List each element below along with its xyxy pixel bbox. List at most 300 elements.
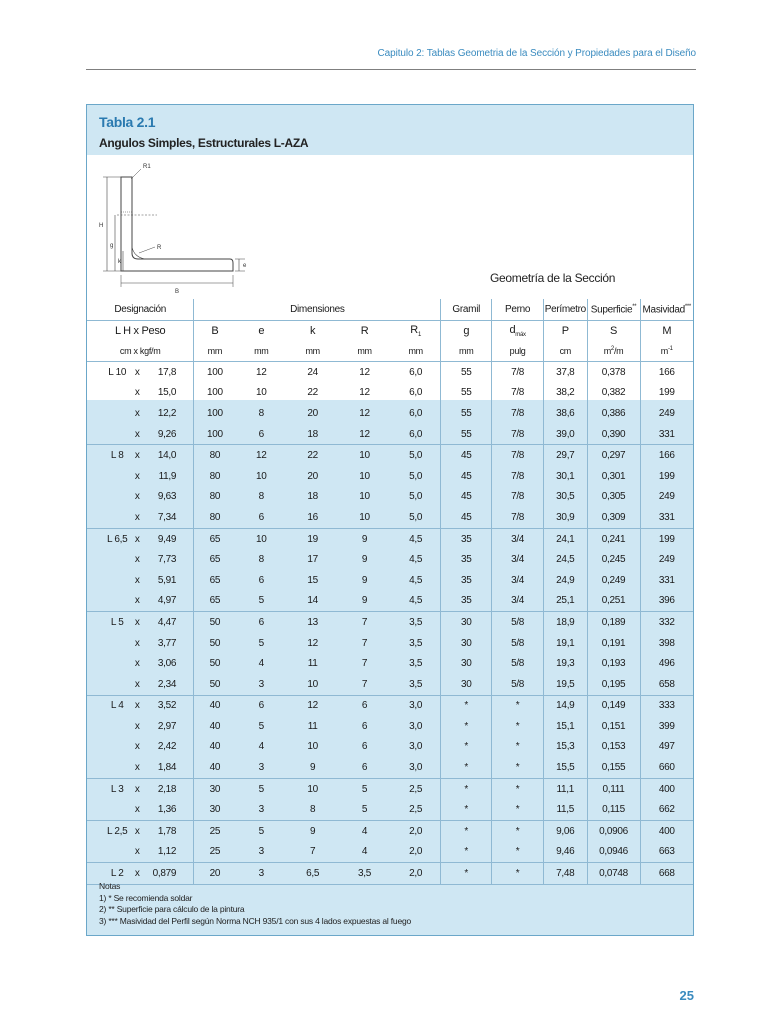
cell-d: 7/8 — [492, 403, 544, 424]
cell-designacion: x 2,42 — [87, 737, 194, 758]
cell-p: 29,7 — [544, 445, 588, 466]
cell-d: 7/8 — [492, 445, 544, 466]
cell-k: 12 — [307, 637, 318, 649]
cell-p: 7,48 — [544, 863, 588, 885]
cell-d: 5/8 — [492, 674, 544, 695]
cell-designacion: x 1,12 — [87, 842, 194, 863]
cell-r: 7 — [338, 674, 391, 695]
cell-k: 9 — [287, 757, 338, 778]
cell-d: 7/8 — [492, 466, 544, 487]
cell-d: 3/4 — [492, 591, 544, 612]
cell-b: 40 — [209, 741, 221, 753]
cell-g: * — [441, 799, 492, 820]
table-row — [87, 403, 693, 424]
cell-d: * — [492, 821, 544, 842]
sym-e: e — [258, 325, 265, 337]
cell-r1: 3,0 — [391, 757, 441, 778]
cell-p: 15,3 — [544, 737, 588, 758]
cell-d: 7/8 — [492, 507, 544, 528]
cell-p: 19,1 — [544, 633, 588, 654]
header-row-units — [87, 341, 693, 362]
cell-p: 38,6 — [544, 403, 588, 424]
cell-k: 6,5 — [287, 863, 338, 885]
cell-m: 249 — [658, 491, 675, 503]
table-subtitle: Angulos Simples, Estructurales L-AZA — [99, 136, 309, 150]
cell-designacion: L 3 x 2,18 — [87, 778, 194, 799]
cell-p: 9,46 — [544, 842, 588, 863]
col-superficie: Superficie** — [587, 299, 640, 321]
cell-e: 10 — [256, 387, 267, 399]
cell-g: 45 — [441, 445, 492, 466]
cell-e: 3 — [235, 842, 287, 863]
table-row — [87, 778, 693, 799]
note-1: 1) * Se recomienda soldar — [99, 892, 193, 903]
table-panel — [86, 104, 694, 936]
cell-e: 5 — [258, 720, 264, 732]
cell-e: 5 — [258, 825, 264, 837]
cell-r: 6 — [338, 757, 391, 778]
cell-r1: 6,0 — [391, 403, 441, 424]
cell-r: 5 — [361, 783, 368, 795]
cell-k: 19 — [307, 533, 318, 545]
cell-k: 20 — [307, 470, 318, 482]
cell-r1: 2,0 — [391, 842, 441, 863]
table-row — [87, 362, 693, 383]
cell-e: 4 — [258, 741, 264, 753]
cell-m: 249 — [658, 554, 675, 566]
cell-k: 11 — [307, 720, 318, 732]
cell-s: 0,0946 — [587, 842, 640, 863]
unit-s: $m^2/m$ — [587, 341, 640, 362]
cell-b: 65 — [209, 574, 221, 586]
cell-r: 9 — [338, 591, 391, 612]
note-2: 2) ** Superficie para cálculo de la pintura — [99, 904, 245, 914]
cell-g: 45 — [441, 487, 492, 508]
cell-s: 0,382 — [587, 383, 640, 404]
cell-k: 15 — [307, 574, 318, 586]
cell-k: 20 — [307, 407, 318, 419]
col-masividad: Masividad*** — [640, 299, 693, 321]
table-row — [87, 633, 693, 654]
cell-d: * — [492, 863, 544, 885]
table-row — [87, 383, 693, 404]
cell-d: 7/8 — [492, 383, 544, 404]
cell-m: 496 — [658, 658, 675, 670]
cell-r: 4 — [361, 825, 368, 837]
cell-m: 166 — [658, 366, 675, 378]
cell-e: 3 — [235, 863, 287, 885]
dim-label-h: H — [99, 223, 104, 229]
cell-r: 10 — [359, 450, 370, 462]
cell-k: 14 — [287, 591, 338, 612]
cell-d: 5/8 — [492, 633, 544, 654]
cell-r: 6 — [361, 700, 368, 712]
cell-k: 24 — [307, 366, 318, 378]
cell-s: 0,309 — [587, 507, 640, 528]
table-row — [87, 674, 693, 695]
cell-d: * — [492, 757, 544, 778]
sym-r: R — [360, 325, 369, 337]
cell-designacion: x 3,77 — [87, 633, 194, 654]
cell-e: 6 — [258, 574, 264, 586]
cell-r1: 2,5 — [391, 778, 441, 799]
cell-k: 10 — [307, 783, 318, 795]
cell-b: 80 — [194, 507, 236, 528]
cell-designacion: L 2 x 0,879 — [87, 863, 194, 885]
sym-m: M — [662, 325, 672, 337]
cell-r1: 5,0 — [391, 466, 441, 487]
table-title: Tabla 2.1 — [99, 114, 156, 130]
cell-r: 12 — [359, 407, 370, 419]
cell-e: 6 — [258, 616, 264, 628]
cell-b: 20 — [194, 863, 236, 885]
cell-r: 9 — [361, 533, 368, 545]
cell-g: 55 — [441, 362, 492, 383]
unit-r: mm — [338, 341, 391, 362]
cell-r: 6 — [361, 741, 368, 753]
cell-m: 166 — [658, 450, 675, 462]
cell-p: 24,9 — [544, 570, 588, 591]
cell-s: 0,195 — [587, 674, 640, 695]
cell-r: 10 — [338, 507, 391, 528]
col-designacion: Designación — [87, 299, 194, 321]
cell-b: 65 — [209, 554, 221, 566]
cell-e: 3 — [235, 674, 287, 695]
angle-profile-shape — [121, 177, 233, 271]
cell-k: 10 — [287, 674, 338, 695]
cell-b: 100 — [206, 407, 223, 419]
cell-g: 35 — [441, 591, 492, 612]
cell-b: 50 — [194, 674, 236, 695]
cell-d: * — [492, 737, 544, 758]
cell-s: 0,249 — [587, 570, 640, 591]
cell-b: 25 — [209, 825, 221, 837]
cell-k: 8 — [287, 799, 338, 820]
cell-e: 10 — [256, 470, 267, 482]
cell-e: 8 — [258, 491, 264, 503]
cell-g: * — [441, 863, 492, 885]
cell-p: 19,3 — [544, 653, 588, 674]
unit-m: $m^{-1}$ — [640, 341, 693, 362]
page-number: 25 — [679, 988, 694, 1003]
cell-s: 0,301 — [587, 466, 640, 487]
table-row — [87, 653, 693, 674]
table-row — [87, 842, 693, 863]
cell-m: 398 — [658, 637, 675, 649]
cell-g: 35 — [441, 549, 492, 570]
cell-r1: 5,0 — [391, 487, 441, 508]
cell-g: 30 — [441, 653, 492, 674]
cell-r: 7 — [361, 616, 368, 628]
cell-m: 331 — [658, 574, 675, 586]
cell-designacion: x 9,63 — [87, 487, 194, 508]
col-dimensiones: Dimensiones — [194, 299, 441, 321]
notes — [99, 881, 411, 927]
cell-s: 0,153 — [587, 737, 640, 758]
cell-e: 3 — [235, 757, 287, 778]
cell-s: 0,191 — [587, 633, 640, 654]
cell-r1: 3,5 — [391, 653, 441, 674]
cell-g: * — [441, 716, 492, 737]
table-row — [87, 549, 693, 570]
table-row — [87, 487, 693, 508]
cell-k: 9 — [310, 825, 316, 837]
cell-designacion: x 12,2 — [87, 403, 194, 424]
cell-designacion: x 1,36 — [87, 799, 194, 820]
cell-g: * — [441, 695, 492, 716]
cell-m: 400 — [658, 783, 675, 795]
section-table — [87, 299, 693, 885]
sym-k: k — [310, 325, 316, 337]
cell-k: 18 — [307, 491, 318, 503]
cell-g: * — [441, 821, 492, 842]
cell-r1: 4,5 — [391, 570, 441, 591]
cell-s: 0,151 — [587, 716, 640, 737]
table-row — [87, 424, 693, 445]
dim-label-g: g — [110, 243, 114, 249]
unit-k: mm — [287, 341, 338, 362]
cell-s: 0,115 — [587, 799, 640, 820]
table-row — [87, 757, 693, 778]
cell-s: 0,193 — [587, 653, 640, 674]
sym-d: $d_{máx}$ — [492, 321, 544, 342]
cell-m: 199 — [658, 533, 675, 545]
cell-p: 25,1 — [544, 591, 588, 612]
cell-d: 3/4 — [492, 570, 544, 591]
header-rule — [86, 69, 696, 70]
cell-m: 497 — [658, 741, 675, 753]
cell-designacion: L 8 x 14,0 — [87, 445, 194, 466]
cell-e: 6 — [258, 700, 264, 712]
cell-g: 35 — [441, 528, 492, 549]
cell-b: 80 — [209, 470, 221, 482]
cell-s: 0,386 — [587, 403, 640, 424]
cell-m: 249 — [658, 407, 675, 419]
notes-heading: Notas — [99, 881, 121, 891]
cell-designacion: L 10 x 17,8 — [87, 362, 194, 383]
cell-e: 5 — [258, 783, 264, 795]
cell-e: 3 — [235, 799, 287, 820]
cell-r: 12 — [338, 424, 391, 445]
cell-r1: 2,0 — [391, 821, 441, 842]
cell-p: 9,06 — [544, 821, 588, 842]
cell-p: 11,5 — [544, 799, 588, 820]
cell-r1: 3,0 — [391, 737, 441, 758]
cell-b: 40 — [209, 720, 221, 732]
col-perno: Perno — [492, 299, 544, 321]
cell-p: 24,1 — [544, 528, 588, 549]
cell-d: 3/4 — [492, 528, 544, 549]
cell-b: 30 — [209, 783, 221, 795]
cell-g: * — [441, 842, 492, 863]
cell-m: 199 — [658, 387, 675, 399]
cell-p: 30,1 — [544, 466, 588, 487]
cell-r: 9 — [361, 574, 368, 586]
cell-designacion: x 11,9 — [87, 466, 194, 487]
cell-m: 332 — [658, 616, 675, 628]
cell-m: 199 — [658, 470, 675, 482]
dim-label-e: e — [243, 263, 247, 269]
cell-p: 19,5 — [544, 674, 588, 695]
cell-r1: 3,0 — [391, 695, 441, 716]
cell-r: 7 — [361, 658, 368, 670]
cell-e: 4 — [258, 658, 264, 670]
cell-p: 15,5 — [544, 757, 588, 778]
cell-r: 3,5 — [338, 863, 391, 885]
cell-r1: 6,0 — [391, 362, 441, 383]
cell-e: 10 — [256, 533, 267, 545]
cell-k: 18 — [287, 424, 338, 445]
cell-s: 0,149 — [587, 695, 640, 716]
unit-des: cm x kgf/m — [87, 341, 194, 362]
cell-d: * — [492, 799, 544, 820]
cell-b: 50 — [209, 637, 221, 649]
cell-s: 0,155 — [587, 757, 640, 778]
table-row — [87, 821, 693, 842]
cell-s: 0,378 — [587, 362, 640, 383]
cell-k: 12 — [307, 700, 318, 712]
cell-r1: 5,0 — [391, 445, 441, 466]
cell-r: 12 — [359, 366, 370, 378]
cell-designacion: x 4,97 — [87, 591, 194, 612]
cell-p: 30,5 — [544, 487, 588, 508]
table-row — [87, 695, 693, 716]
table-row — [87, 799, 693, 820]
cell-r: 9 — [361, 554, 368, 566]
cell-e: 12 — [256, 450, 267, 462]
cell-designacion: L 2,5 x 1,78 — [87, 821, 194, 842]
cell-e: 5 — [235, 591, 287, 612]
dim-label-k: k — [118, 259, 121, 265]
cell-r1: 3,5 — [391, 612, 441, 633]
dim-label-r: R — [157, 245, 162, 251]
cell-g: 30 — [441, 633, 492, 654]
cell-r1: 6,0 — [391, 424, 441, 445]
sym-b: B — [211, 325, 219, 337]
cell-designacion: x 7,73 — [87, 549, 194, 570]
cell-r1: 4,5 — [391, 591, 441, 612]
unit-d: pulg — [492, 341, 544, 362]
cell-e: 5 — [258, 637, 264, 649]
cell-r: 12 — [359, 387, 370, 399]
cell-p: 30,9 — [544, 507, 588, 528]
cell-d: * — [492, 716, 544, 737]
cell-r1: 2,0 — [391, 863, 441, 885]
cell-b: 100 — [206, 366, 223, 378]
cell-k: 10 — [307, 741, 318, 753]
cell-designacion: x 2,97 — [87, 716, 194, 737]
cell-k: 7 — [287, 842, 338, 863]
dim-label-b: B — [175, 289, 180, 295]
cell-p: 18,9 — [544, 612, 588, 633]
header-row-groups — [87, 299, 693, 321]
cell-m: 668 — [640, 863, 693, 885]
cell-g: 55 — [441, 383, 492, 404]
cell-k: 22 — [307, 450, 318, 462]
cell-r: 5 — [338, 799, 391, 820]
running-head: Capitulo 2: Tablas Geometria de la Sección y Propiedades para el Diseño — [377, 48, 696, 59]
table-row — [87, 528, 693, 549]
cell-e: 8 — [258, 554, 264, 566]
cell-m: 400 — [658, 825, 675, 837]
cell-b: 40 — [209, 700, 221, 712]
cell-e: 12 — [256, 366, 267, 378]
cell-e: 6 — [235, 507, 287, 528]
unit-p: cm — [544, 341, 588, 362]
cell-s: 0,390 — [587, 424, 640, 445]
cell-k: 16 — [287, 507, 338, 528]
col-perimetro: Perímetro — [544, 299, 588, 321]
cell-p: 11,1 — [544, 778, 588, 799]
cell-e: 8 — [258, 407, 264, 419]
cell-designacion: L 4 x 3,52 — [87, 695, 194, 716]
cell-designacion: x 7,34 — [87, 507, 194, 528]
cell-m: 331 — [640, 507, 693, 528]
cell-d: 7/8 — [492, 362, 544, 383]
sym-p: P — [544, 321, 588, 342]
cell-g: 45 — [441, 466, 492, 487]
cell-s: 0,0748 — [587, 863, 640, 885]
cell-r1: 2,5 — [391, 799, 441, 820]
cell-d: 7/8 — [492, 487, 544, 508]
cell-k: 22 — [307, 387, 318, 399]
cell-g: * — [441, 737, 492, 758]
cell-b: 80 — [209, 491, 221, 503]
cell-d: 7/8 — [492, 424, 544, 445]
cell-s: 0,251 — [587, 591, 640, 612]
table-row — [87, 716, 693, 737]
dim-label-r1: R1 — [143, 164, 151, 170]
cell-r: 6 — [361, 720, 368, 732]
cell-b: 80 — [209, 450, 221, 462]
cell-m: 660 — [640, 757, 693, 778]
cell-s: 0,245 — [587, 549, 640, 570]
cell-r1: 4,5 — [391, 549, 441, 570]
cell-e: 6 — [235, 424, 287, 445]
cell-r1: 4,5 — [391, 528, 441, 549]
cell-designacion: x 15,0 — [87, 383, 194, 404]
cell-m: 333 — [658, 700, 675, 712]
table-row — [87, 570, 693, 591]
cell-b: 30 — [194, 799, 236, 820]
cell-b: 100 — [206, 387, 223, 399]
cell-k: 11 — [307, 658, 318, 670]
cell-g: 30 — [441, 612, 492, 633]
col-gramil: Gramil — [441, 299, 492, 321]
cell-r: 7 — [361, 637, 368, 649]
sym-s: S — [587, 321, 640, 342]
cell-k: 13 — [307, 616, 318, 628]
cell-designacion: x 2,34 — [87, 674, 194, 695]
cell-r1: 5,0 — [391, 507, 441, 528]
note-3: 3) *** Masividad del Perfil según Norma NCH 935/1 con sus 4 lados expuestas al fuego — [99, 915, 412, 926]
cell-r1: 3,5 — [391, 633, 441, 654]
table-row — [87, 612, 693, 633]
cell-p: 37,8 — [544, 362, 588, 383]
cell-designacion: L 5 x 4,47 — [87, 612, 194, 633]
cell-g: 55 — [441, 424, 492, 445]
cell-k: 17 — [307, 554, 318, 566]
table-body — [87, 362, 693, 885]
cell-m: 662 — [640, 799, 693, 820]
cell-b: 50 — [209, 658, 221, 670]
table-row — [87, 591, 693, 612]
cell-p: 14,9 — [544, 695, 588, 716]
cell-b: 25 — [194, 842, 236, 863]
cell-b: 40 — [194, 757, 236, 778]
cell-s: 0,111 — [587, 778, 640, 799]
cell-designacion: x 9,26 — [87, 424, 194, 445]
